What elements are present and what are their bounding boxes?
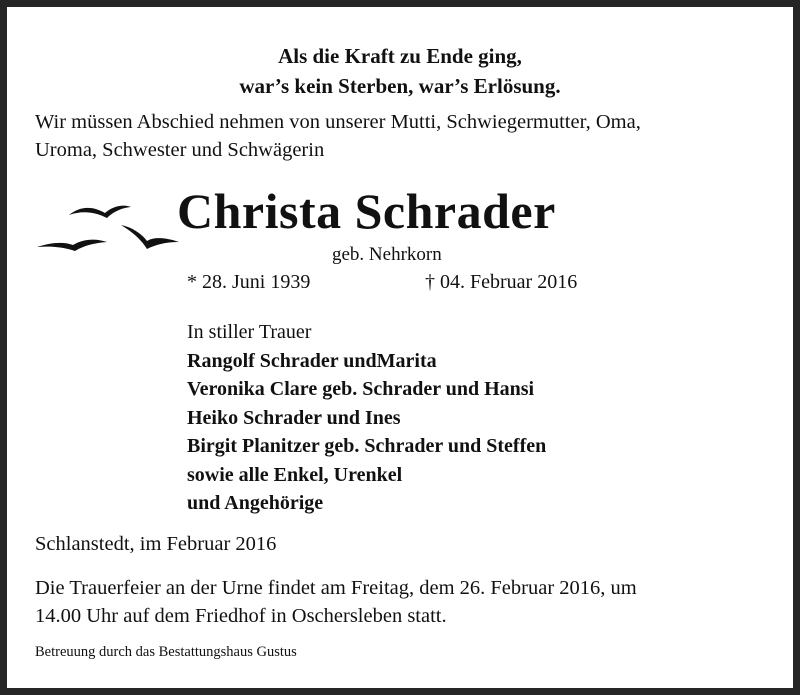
mourner-line: Heiko Schrader und Ines	[187, 406, 401, 429]
mourner-line: sowie alle Enkel, Urenkel	[187, 463, 403, 486]
motto-line-2: war’s kein Sterben, war’s Erlösung.	[239, 74, 561, 98]
mourners-lead: In stiller Trauer	[187, 321, 312, 343]
mourner-line: und Angehörige	[187, 492, 324, 514]
birth-date: * 28. Juni 1939	[187, 271, 311, 293]
intro-line-2: Uroma, Schwester und Schwägerin	[35, 139, 325, 161]
deceased-name: Christa Schrader	[177, 183, 556, 239]
motto-line-1: Als die Kraft zu Ende ging,	[278, 44, 522, 68]
mourner-line: Rangolf Schrader undMarita	[187, 349, 437, 372]
birth-name: geb. Nehrkorn	[332, 244, 442, 265]
bird-icon	[121, 225, 179, 249]
funeral-line-2: 14.00 Uhr auf dem Friedhof in Oschersleben statt.	[35, 605, 447, 627]
bird-icon	[37, 240, 107, 251]
place-and-date: Schlanstedt, im Februar 2016	[35, 533, 277, 555]
mourners-block	[187, 318, 546, 518]
mourner-line: Birgit Planitzer geb. Schrader und Steffen	[187, 435, 547, 457]
funeral-info	[35, 574, 785, 630]
death-date: † 04. Februar 2016	[425, 271, 578, 293]
funeral-line-1: Die Trauerfeier an der Urne findet am Freitag, dem 26. Februar 2016, um	[35, 577, 637, 599]
intro-text	[35, 108, 785, 164]
intro-line-1: Wir müssen Abschied nehmen von unserer Mutti, Schwiegermutter, Oma,	[35, 111, 641, 133]
undertaker-credit: Betreuung durch das Bestattungshaus Gustus	[35, 644, 297, 660]
bird-icon	[69, 206, 131, 218]
flying-birds-icon	[33, 193, 183, 263]
motto	[7, 41, 793, 101]
mourner-line: Veronika Clare geb. Schrader und Hansi	[187, 378, 535, 400]
